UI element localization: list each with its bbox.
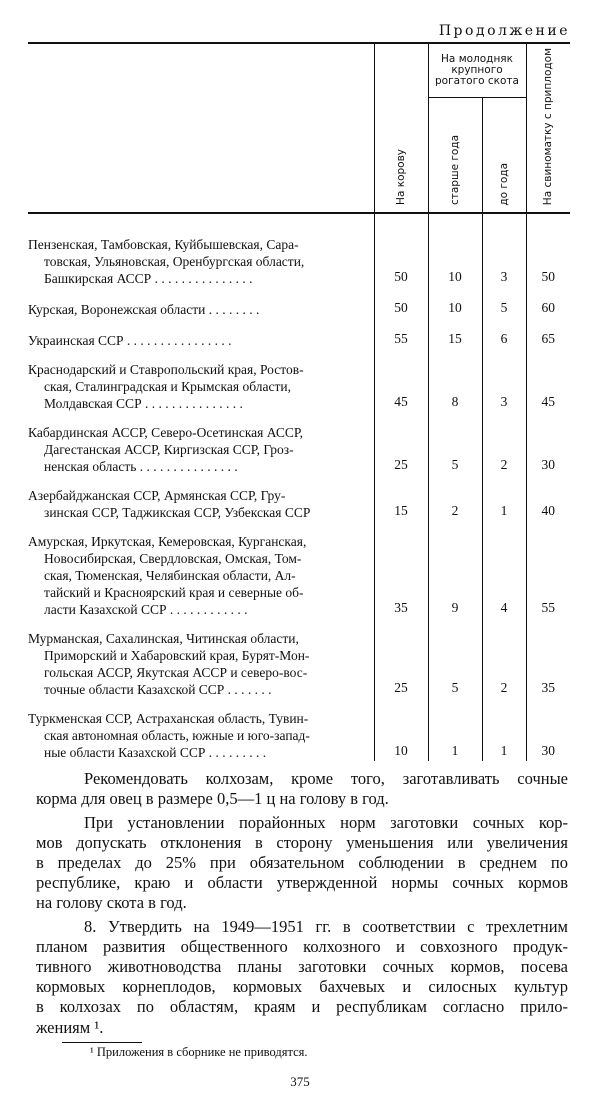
- value-cell: 4: [482, 521, 526, 618]
- footnote-rule: [62, 1042, 142, 1043]
- value-cell: 5: [428, 618, 482, 698]
- text-line: мов допускать отклонения в сторону уменьшения или увеличения: [36, 832, 568, 852]
- region-line: Новосибирская, Свердловская, Омская, Том-: [44, 551, 302, 567]
- table-row: [28, 287, 570, 318]
- region-line: тайский и Красноярский края и северные об-: [44, 585, 304, 601]
- table-row: [28, 475, 570, 521]
- region-line: Туркменская ССР, Астраханская область, Тувин-: [28, 711, 309, 727]
- region-line: Молдавская ССР . . . . . . . . . . . . . . .: [44, 396, 243, 412]
- region-line: зинская ССР, Таджикская ССР, Узбекская ССР: [44, 505, 311, 521]
- region-line: Азербайджанская ССР, Армянская ССР, Гру-: [28, 488, 286, 504]
- region-cell: [28, 521, 374, 618]
- region-cell: [28, 412, 374, 475]
- header-cow: На корову: [394, 149, 407, 206]
- value-cell: 8: [428, 349, 482, 412]
- region-line: Дагестанская АССР, Киргизская ССР, Гроз-: [44, 442, 294, 458]
- value-cell: 55: [374, 318, 428, 349]
- region-line: Мурманская, Сахалинская, Читинская области,: [28, 631, 299, 647]
- region-cell: [28, 318, 374, 349]
- value-cell: 5: [482, 287, 526, 318]
- region-line: Кабардинская АССР, Северо-Осетинская АССР,: [28, 425, 304, 441]
- norms-table: [28, 42, 570, 761]
- value-cell: 2: [482, 412, 526, 475]
- region-cell: [28, 618, 374, 698]
- value-cell: 35: [374, 521, 428, 618]
- region-line: Украинская ССР . . . . . . . . . . . . . . . .: [28, 333, 232, 349]
- value-cell: 50: [526, 213, 570, 287]
- value-cell: 65: [526, 318, 570, 349]
- continuation-label: Продолжение: [438, 23, 570, 39]
- value-cell: 2: [482, 618, 526, 698]
- value-cell: 3: [482, 213, 526, 287]
- value-cell: 3: [482, 349, 526, 412]
- text-line: в колхозах по областям, краям и республикам согласно прило-: [36, 997, 568, 1017]
- value-cell: 40: [526, 475, 570, 521]
- region-line: ненская область . . . . . . . . . . . . . . .: [44, 459, 238, 475]
- value-cell: 1: [482, 698, 526, 761]
- value-cell: 1: [428, 698, 482, 761]
- text-line: тивного животноводства планы заготовки сочных кормов, посева: [36, 957, 568, 977]
- table-row: [28, 412, 570, 475]
- region-cell: [28, 349, 374, 412]
- header-young-older: старше года: [448, 135, 461, 206]
- header-young-group: На молодняк крупного рогатого скота: [435, 52, 519, 87]
- region-line: гольская АССР, Якутская АССР и северо-вос-: [44, 665, 308, 681]
- region-cell: [28, 213, 374, 287]
- value-cell: 15: [428, 318, 482, 349]
- region-line: товская, Ульяновская, Оренбургская области,: [44, 254, 305, 270]
- region-line: Приморский и Хабаровский края, Бурят-Мон-: [44, 648, 310, 664]
- text-line: на голову скота в год.: [36, 893, 187, 913]
- text-line: в пределах до 25% при обязательном соблюдении в среднем по: [36, 853, 568, 872]
- text-line: При установлении порайонных норм заготовки сочных кор-: [84, 812, 568, 832]
- value-cell: 25: [374, 412, 428, 475]
- region-line: ская, Тюменская, Челябинская области, Ал-: [44, 568, 296, 584]
- text-line: жениям ¹.: [36, 1017, 104, 1037]
- value-cell: 15: [374, 475, 428, 521]
- page-number: 375: [290, 1073, 310, 1089]
- value-cell: 1: [482, 475, 526, 521]
- value-cell: 25: [374, 618, 428, 698]
- table-row: [28, 349, 570, 412]
- value-cell: 60: [526, 287, 570, 318]
- region-line: Амурская, Иркутская, Кемеровская, Курганская,: [28, 534, 307, 550]
- value-cell: 10: [428, 287, 482, 318]
- region-cell: [28, 287, 374, 318]
- paragraph: [36, 812, 568, 914]
- paragraph: [36, 916, 568, 1038]
- text-line: кормовых корнеплодов, кормовых бахчевых и силосных культур: [36, 977, 568, 997]
- table-row: [28, 521, 570, 618]
- region-line: точные области Казахской ССР . . . . . . .: [44, 682, 272, 698]
- text-line: Рекомендовать колхозам, кроме того, заготавливать сочные: [84, 769, 568, 789]
- table-row: [28, 618, 570, 698]
- value-cell: 9: [428, 521, 482, 618]
- region-line: ласти Казахской ССР . . . . . . . . . . . .: [44, 602, 248, 618]
- value-cell: 30: [526, 412, 570, 475]
- value-cell: 10: [374, 698, 428, 761]
- body-text: [36, 769, 568, 1038]
- value-cell: 10: [428, 213, 482, 287]
- header-sow: На свиноматку с приплодом: [541, 48, 554, 206]
- text-line: 8. Утвердить на 1949—1951 гг. в соответствии с трехлетним: [84, 916, 568, 936]
- value-cell: 5: [428, 412, 482, 475]
- region-line: ская, Сталинградская и Крымская области,: [44, 379, 291, 395]
- region-line: Курская, Воронежская области . . . . . . . .: [28, 302, 260, 318]
- text-line: планом развития общественного колхозного и совхозного продук-: [36, 936, 568, 956]
- text-line: республике, краю и области утвержденной нормы сочных кормов: [36, 873, 568, 893]
- table-row: [28, 698, 570, 761]
- value-cell: 45: [374, 349, 428, 412]
- region-line: Башкирская АССР . . . . . . . . . . . . . . .: [44, 271, 253, 287]
- table-row: [28, 318, 570, 349]
- value-cell: 35: [526, 618, 570, 698]
- text-line: корма для овец в размере 0,5—1 ц на голову в год.: [36, 789, 389, 809]
- region-line: Краснодарский и Ставропольский края, Ростов-: [28, 362, 304, 378]
- paragraph: [36, 769, 568, 809]
- value-cell: 30: [526, 698, 570, 761]
- footnote: ¹ Приложения в сборнике не приводятся.: [90, 1044, 308, 1059]
- table-row: [28, 213, 570, 287]
- region-line: ская автономная область, южные и юго-запад-: [44, 728, 310, 744]
- value-cell: 2: [428, 475, 482, 521]
- value-cell: 55: [526, 521, 570, 618]
- region-cell: [28, 475, 374, 521]
- value-cell: 50: [374, 213, 428, 287]
- value-cell: 50: [374, 287, 428, 318]
- value-cell: 6: [482, 318, 526, 349]
- value-cell: 45: [526, 349, 570, 412]
- region-line: Пензенская, Тамбовская, Куйбышевская, Сара-: [28, 237, 299, 253]
- header-young-under: до года: [497, 162, 510, 206]
- region-line: ные области Казахской ССР . . . . . . . . .: [44, 745, 267, 761]
- region-cell: [28, 698, 374, 761]
